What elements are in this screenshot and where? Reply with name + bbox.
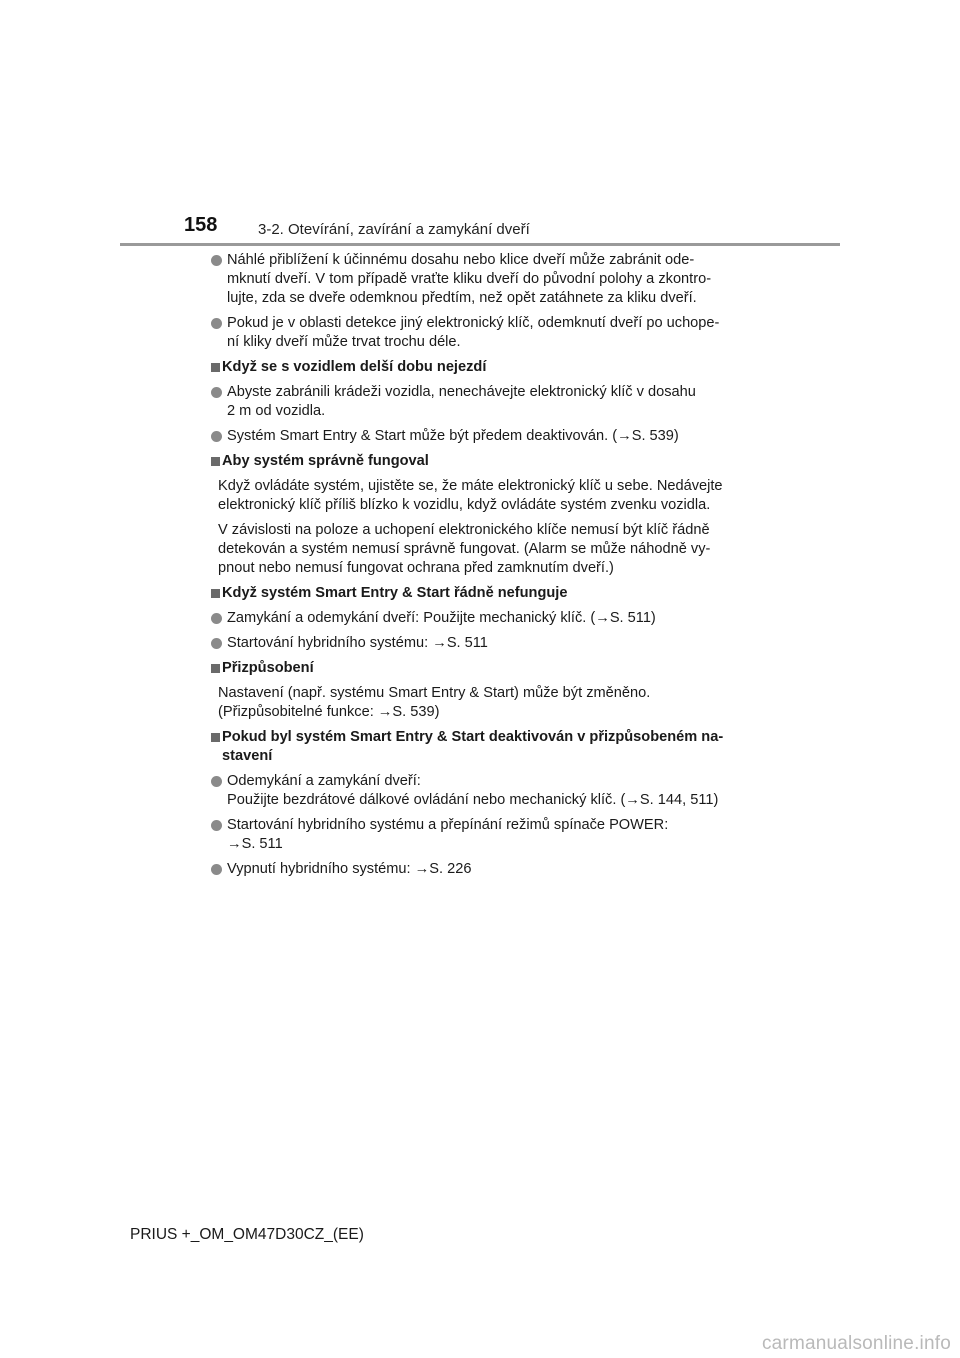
page-number: 158 (184, 214, 218, 236)
paragraph-text: Nastavení (např. systému Smart Entry & Start) může být změněno. (Přizpůsobitelné funkce: →S. 539) (218, 685, 651, 720)
section-heading (211, 452, 752, 471)
bullet-dot-icon (211, 638, 222, 649)
bullet-dot-icon (211, 431, 222, 442)
paragraph (211, 684, 752, 722)
bullet-dot-icon (211, 387, 222, 398)
bullet-text: Startování hybridního systému a přepínání režimů spínače POWER: →S. 511 (227, 817, 669, 852)
heading-text: Přizpůsobení (222, 660, 314, 676)
paragraph (211, 477, 752, 515)
bullet-dot-icon (211, 613, 222, 624)
heading-text: Když systém Smart Entry & Start řádně nefunguje (222, 585, 568, 601)
heading-text: Pokud byl systém Smart Entry & Start deaktivován v přizpůsobeném na- stavení (222, 729, 724, 764)
square-bullet-icon (211, 457, 220, 466)
bullet-text: Startování hybridního systému: →S. 511 (227, 635, 488, 651)
bullet-item (211, 609, 752, 628)
bullet-text: Abyste zabránili krádeži vozidla, nenechávejte elektronický klíč v dosahu 2 m od vozidla. (227, 384, 696, 419)
bullet-text: Vypnutí hybridního systému: →S. 226 (227, 861, 472, 877)
bullet-text: Pokud je v oblasti detekce jiný elektronický klíč, odemknutí dveří po uchope- ní kliky dveří může trvat trochu déle. (227, 315, 720, 350)
section-title: 3-2. Otevírání, zavírání a zamykání dveří (258, 221, 530, 238)
bullet-item (211, 816, 752, 854)
bullet-dot-icon (211, 255, 222, 266)
bullet-item (211, 383, 752, 421)
section-heading (211, 728, 752, 766)
paragraph (211, 521, 752, 578)
paragraph-text: Když ovládáte systém, ujistěte se, že máte elektronický klíč u sebe. Nedávejte elektronický klíč příliš blízko k vozidlu, když ovládáte systém zvenku vozidla. (218, 478, 723, 513)
watermark: carmanualsonline.info (761, 1333, 951, 1354)
bullet-dot-icon (211, 776, 222, 787)
bullet-dot-icon (211, 318, 222, 329)
bullet-item (211, 634, 752, 653)
bullet-item (211, 427, 752, 446)
bullet-text: Náhlé přiblížení k účinnému dosahu nebo klice dveří může zabránit ode- mknutí dveří. V tom případě vraťte kliku dveří do původní polohy a zkontro- lujte, zda se dveře odemknou předtím, než opět zatáhnete za kliku dveří. (227, 252, 712, 306)
header-divider (120, 243, 840, 246)
paragraph-text: V závislosti na poloze a uchopení elektronického klíče nemusí být klíč řádně detekován a systém nemusí správně fungovat. (Alarm se může náhodně vy- pnout nebo nemusí fungovat ochrana před zamknutím dveří.) (218, 522, 711, 576)
bullet-text: Odemykání a zamykání dveří: Použijte bezdrátové dálkové ovládání nebo mechanický klíč. (→S. 144, 511) (227, 773, 719, 808)
bullet-text: Zamykání a odemykání dveří: Použijte mechanický klíč. (→S. 511) (227, 610, 656, 626)
square-bullet-icon (211, 589, 220, 598)
section-heading (211, 358, 752, 377)
section-heading (211, 584, 752, 603)
heading-text: Aby systém správně fungoval (222, 453, 429, 469)
bullet-item (211, 860, 752, 879)
bullet-text: Systém Smart Entry & Start může být předem deaktivován. (→S. 539) (227, 428, 679, 444)
document-code: PRIUS +_OM_OM47D30CZ_(EE) (130, 1226, 364, 1243)
bullet-item (211, 251, 752, 308)
bullet-dot-icon (211, 864, 222, 875)
square-bullet-icon (211, 733, 220, 742)
bullet-dot-icon (211, 820, 222, 831)
square-bullet-icon (211, 664, 220, 673)
section-heading (211, 659, 752, 678)
page-content (211, 251, 752, 885)
square-bullet-icon (211, 363, 220, 372)
bullet-item (211, 772, 752, 810)
bullet-item (211, 314, 752, 352)
heading-text: Když se s vozidlem delší dobu nejezdí (222, 359, 487, 375)
